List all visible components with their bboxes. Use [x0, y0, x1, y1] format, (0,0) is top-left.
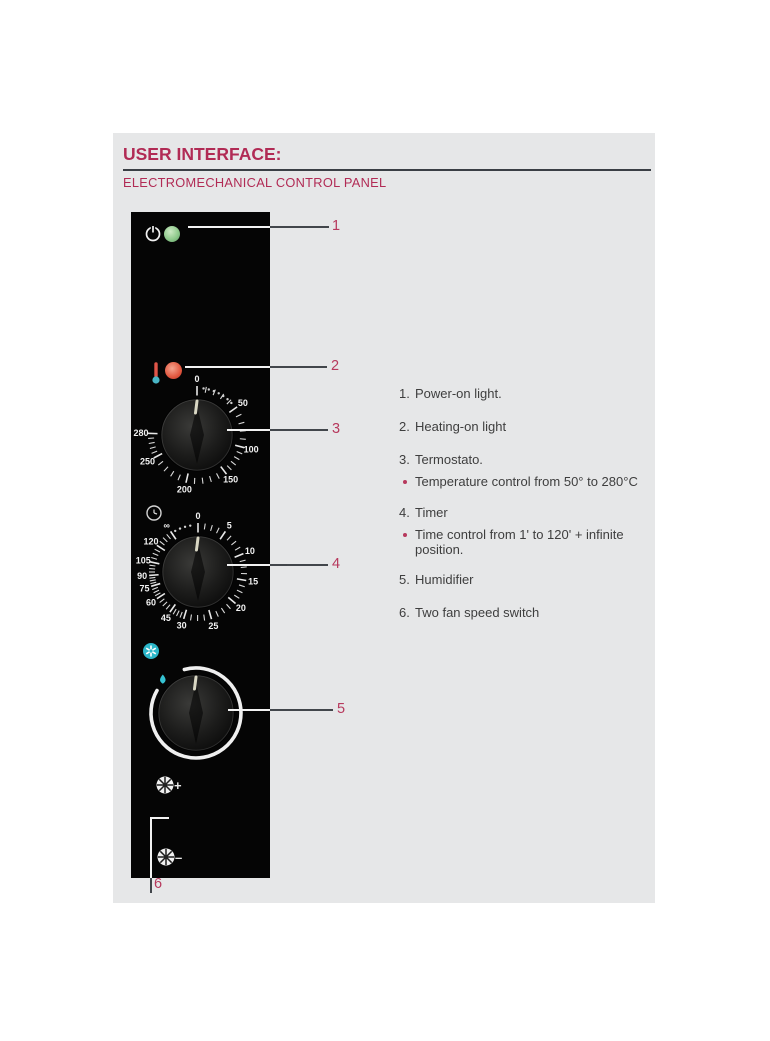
svg-text:100: 100 [243, 444, 259, 455]
legend-item-6 [399, 606, 661, 621]
legend-item-2 [399, 420, 661, 435]
svg-text:10: 10 [244, 546, 255, 557]
legend-item-1 [399, 387, 661, 402]
svg-text:250: 250 [140, 456, 156, 467]
callout-number-6: 6 [154, 876, 163, 892]
legend-text: Humidifier [415, 572, 474, 587]
callout-number-2: 2 [331, 358, 340, 374]
page-title: USER INTERFACE: [123, 144, 282, 164]
legend-text: Timer [415, 505, 448, 520]
humidifier-drop-marker [160, 675, 166, 684]
svg-text:∞: ∞ [163, 520, 170, 531]
legend-text: Power-on light. [415, 386, 502, 401]
svg-text:120: 120 [143, 536, 159, 547]
legend-number: 3. [399, 452, 410, 467]
svg-text:25: 25 [208, 620, 219, 631]
callout-line-6-tail [150, 878, 152, 893]
svg-text:75: 75 [139, 583, 150, 594]
legend-bullet-time [399, 528, 657, 557]
legend-number: 5. [399, 572, 410, 587]
callout-line-5 [270, 709, 333, 711]
callout-line-4 [270, 564, 328, 566]
thermostat-knob [132, 370, 262, 500]
legend-item-4 [399, 506, 661, 521]
fan-plus-label: + [174, 778, 182, 793]
legend-item-3 [399, 453, 661, 468]
svg-text:50: 50 [237, 397, 248, 408]
bullet-icon [403, 533, 407, 537]
callout-number-1: 1 [332, 218, 341, 234]
callout-line-6-vertical [150, 817, 152, 878]
fan-minus-label: – [175, 850, 183, 865]
legend-number: 4. [399, 505, 410, 520]
svg-text:90: 90 [137, 570, 148, 581]
legend-number: 1. [399, 386, 410, 401]
svg-text:105: 105 [135, 555, 151, 566]
page-subtitle: ELECTROMECHANICAL CONTROL PANEL [123, 175, 387, 190]
legend-text: Heating-on light [415, 419, 507, 434]
callout-number-4: 4 [332, 556, 341, 572]
power-icon [143, 223, 163, 243]
svg-text:200: 200 [176, 484, 192, 495]
svg-text:5: 5 [226, 520, 232, 531]
callout-line-1 [270, 226, 329, 228]
callout-line-4-white [227, 564, 270, 566]
power-on-light [164, 226, 180, 242]
title-rule [123, 169, 651, 171]
svg-text:20: 20 [235, 602, 246, 613]
fan-low-icon [155, 846, 177, 868]
legend-text: Temperature control from 50° to 280°C [415, 474, 638, 489]
svg-text:60: 60 [146, 597, 157, 608]
svg-text:280: 280 [133, 428, 149, 439]
bullet-icon [403, 480, 407, 484]
callout-line-2 [270, 366, 327, 368]
legend-item-5 [399, 573, 661, 588]
timer-knob [133, 507, 263, 637]
callout-line-2-white [185, 366, 270, 368]
humidifier-knob [131, 648, 261, 778]
callout-number-3: 3 [332, 421, 341, 437]
callout-line-6-horizontal [150, 817, 169, 819]
legend-text: Two fan speed switch [415, 605, 540, 620]
callout-number-5: 5 [337, 701, 346, 717]
legend-number: 6. [399, 605, 410, 620]
legend-text: Termostato. [415, 452, 483, 467]
legend-bullet-temperature [399, 475, 661, 490]
svg-text:150: 150 [223, 474, 239, 485]
callout-line-3 [270, 429, 328, 431]
svg-text:15: 15 [248, 576, 259, 587]
callout-line-3-white [227, 429, 270, 431]
svg-text:45: 45 [160, 612, 171, 623]
svg-text:0: 0 [194, 374, 200, 384]
callout-line-5-white [228, 709, 270, 711]
svg-text:30: 30 [176, 620, 187, 631]
legend-number: 2. [399, 419, 410, 434]
fan-high-icon [154, 774, 176, 796]
legend-text: Time control from 1' to 120' + infinite position. [415, 527, 624, 557]
svg-text:0: 0 [195, 511, 201, 521]
callout-line-1-white [188, 226, 270, 228]
control-panel-image [131, 212, 270, 878]
